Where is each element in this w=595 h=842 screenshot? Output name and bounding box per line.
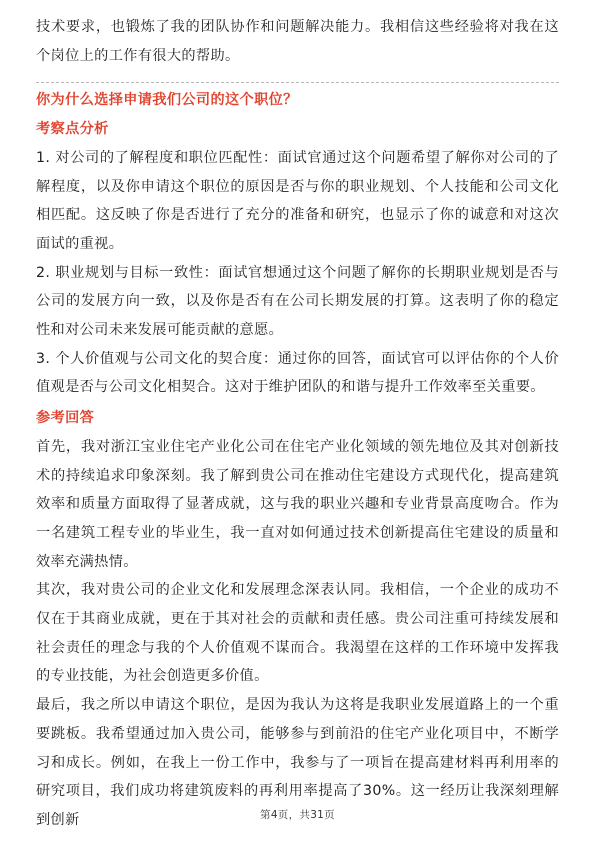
page-footer: 第4页，共31页 [260, 809, 335, 821]
question-heading: 你为什么选择申请我们公司的这个职位？ [36, 92, 298, 109]
reference-paragraph-1: 首先，我对浙江宝业住宅产业化公司在住宅产业化领域的领先地位及其对创新技术的持续追求印象深刻。我了解到贵公司在推动住宅建设方式现代化，提高建筑效率和质量方面取得了显著成就，这与我的职业兴趣和专业背景高度吻合。作为一名建筑工程专业的毕业生，我一直对如何通过技术创新提高住宅建设的质量和效率充满热情。 [36, 438, 559, 570]
page-content [36, 13, 559, 835]
analysis-point-3: 3. 个人价值观与公司文化的契合度：通过你的回答，面试官可以评估你的个人价值观是否与公司文化相契合。这对于维护团队的和谐与提升工作效率至关重要。 [36, 350, 559, 396]
analysis-title: 考察点分析 [36, 121, 109, 138]
intro-continuation: 技术要求，也锻炼了我的团队协作和问题解决能力。我相信这些经验将对我在这个岗位上的工作有很大的帮助。 [36, 19, 559, 64]
reference-paragraph-2: 其次，我对贵公司的企业文化和发展理念深表认同。我相信，一个企业的成功不仅在于其商业成就，更在于其对社会的贡献和责任感。贵公司注重可持续发展和社会责任的理念与我的个人价值观不谋而合。我渴望在这样的工作环境中发挥我的专业技能，为社会创造更多价值。 [36, 582, 559, 685]
reference-paragraph-3: 最后，我之所以申请这个职位，是因为我认为这将是我职业发展道路上的一个重要跳板。我希望通过加入贵公司，能够参与到前沿的住宅产业化项目中，不断学习和成长。例如，在我上一份工作中，我参与了一项旨在提高建材料再利用率的研究项目，我们成功将建筑废料的再利用率提高了30%。这一经历让我深刻理解到创新 [36, 697, 559, 828]
section-divider [36, 82, 559, 83]
analysis-point-1: 1. 对公司的了解程度和职位匹配性：面试官通过这个问题希望了解你对公司的了解程度，以及你申请这个职位的原因是否与你的职业规划、个人技能和公司文化相匹配。这反映了你是否进行了充分的准备和研究，也显示了你的诚意和对这次面试的重视。 [36, 149, 559, 252]
reference-title: 参考回答 [36, 410, 95, 427]
analysis-point-2: 2. 职业规划与目标一致性：面试官想通过这个问题了解你的长期职业规划是否与公司的发展方向一致，以及你是否有在公司长期发展的打算。这表明了你的稳定性和对公司未来发展可能贡献的意愿。 [36, 264, 559, 339]
